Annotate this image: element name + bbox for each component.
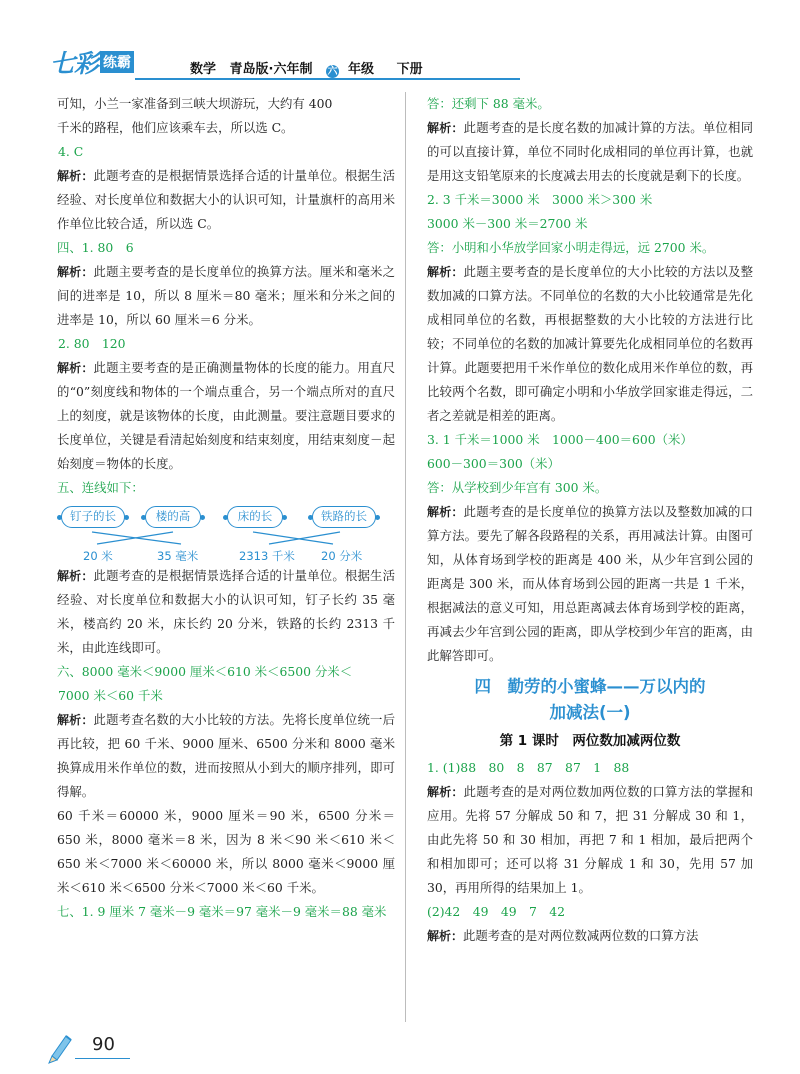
page-header xyxy=(40,40,480,84)
right-column xyxy=(427,92,753,948)
header-rule xyxy=(135,78,520,80)
match-unit-20m: 20 米 xyxy=(83,549,113,563)
match-unit-2313km: 2313 千米 xyxy=(239,549,295,563)
edition-label: 青岛版·六年制 xyxy=(229,62,313,77)
section-4-answer-2: 2. 80 120 xyxy=(58,336,126,351)
section-4-answer-1: 四、1. 80 6 xyxy=(57,240,134,255)
brand-logo: 七彩 练霸 xyxy=(50,44,134,80)
matching-diagram xyxy=(57,502,395,564)
volume-label: 下册 xyxy=(396,62,423,77)
answer-7-3-final: 答：从学校到少年宫有 300 米。 xyxy=(427,480,608,495)
match-item-railway: 铁路的长 xyxy=(312,506,376,528)
subject-label: 数学 xyxy=(190,62,217,77)
match-item-building: 楼的高 xyxy=(145,506,201,528)
match-unit-35mm: 35 毫米 xyxy=(157,549,199,563)
analysis-7-3: 解析：此题考查的是长度单位的换算方法以及整数加减的口算方法。要先了解各段路程的关系，再用减法计算。由图可知，从体育场到学校的距离是 400 米，从少年宫到公园的距离是 300 米，而从体育场到公园的距离一共是 1 千米，根据减法的意义可知，用总距离减去体育场到学校的距离，再减去少年宫到公园的距离，即从学校到少年宫的距离，由此解答即可。 xyxy=(427,504,753,663)
match-item-bed: 床的长 xyxy=(227,506,283,528)
analysis-7-1: 解析：此题考查的是长度名数的加减计算的方法。单位相同的可以直接计算，单位不同时化成相同的单位再计算，也就是用这支铅笔原来的长度减去用去的长度就是剩下的长度。 xyxy=(427,120,753,183)
calculation-6: 60 千米＝60000 米，9000 厘米＝90 米，6500 分米＝650 米，8000 毫米＝8 米，因为 8 米＜90 米＜610 米＜650 米＜7000 米＜60000 米，所以 8000 毫米＜9000 厘米＜610 米＜6500 分米＜7000 米＜60 千米。 xyxy=(57,808,395,895)
text-line: 可知，小兰一家准备到三峡大坝游玩，大约有 400 xyxy=(57,96,333,111)
section-7-answer-1: 七、1. 9 厘米 7 毫米－9 毫米＝97 毫米－9 毫米＝88 毫米 xyxy=(57,904,387,919)
analysis-4-1: 解析：此题主要考查的是长度单位的换算方法。厘米和毫米之间的进率是 10，所以 8 厘米＝80 毫米；厘米和分米之间的进率是 10，所以 60 厘米＝6 分米。 xyxy=(57,264,395,327)
section-5-heading: 五、连线如下： xyxy=(57,480,144,495)
lesson-analysis-1-1: 解析：此题考查的是对两位数加两位数的口算方法的掌握和应用。先将 57 分解成 50 和 7，把 31 分解成 30 和 1，由此先将 50 和 30 相加，再把 7 和 1 相加，最后把两个和相加即可；还可以将 31 分解成 1 和 30，先用 57 加 30，再用所得的结果加上 1。 xyxy=(427,784,753,895)
column-divider xyxy=(405,92,406,1022)
lesson-answer-1-2: (2)42 49 49 7 42 xyxy=(427,904,566,919)
lesson-title: 第 1 课时 两位数加减两位数 xyxy=(499,733,681,749)
lesson-answer-1-1: 1. (1)88 80 8 87 87 1 88 xyxy=(427,760,630,775)
book-title xyxy=(190,58,432,78)
grade-label: 六 年级 xyxy=(327,62,375,77)
answer-7-2-line2: 3000 米－300 米＝2700 米 xyxy=(427,216,588,231)
chapter-title-line2: 加减法(一) xyxy=(549,703,631,722)
answer-7-3-line1: 3. 1 千米＝1000 米 1000－400＝600（米） xyxy=(427,432,693,447)
pencil-icon xyxy=(44,1030,74,1064)
analysis-6: 解析：此题考查名数的大小比较的方法。先将长度单位统一后再比较，把 60 千米、9000 厘米、6500 分米和 8000 毫米换算成用米作单位的数，进而按照从小到大的顺序排列，即可得解。 xyxy=(57,712,395,799)
chapter-title-line1: 四 勤劳的小蜜蜂——万以内的 xyxy=(474,677,706,696)
answer-7-2-line1: 2. 3 千米＝3000 米 3000 米＞300 米 xyxy=(427,192,653,207)
match-item-nail: 钉子的长 xyxy=(61,506,125,528)
section-6-answer-line1: 六、8000 毫米＜9000 厘米＜610 米＜6500 分米＜ xyxy=(57,664,353,679)
footer-rule xyxy=(75,1058,130,1059)
answer-7-1: 答：还剩下 88 毫米。 xyxy=(427,96,550,111)
analysis-4: 解析：此题考查的是根据情景选择合适的计量单位。根据生活经验、对长度单位和数据大小的认识可知，计量旗杆的高用米作单位比较合适，所以选 C。 xyxy=(57,168,395,231)
analysis-4-2: 解析：此题主要考查的是正确测量物体的长度的能力。用直尺的“0”刻度线和物体的一个端点重合，另一个端点所对的直尺上的刻度，就是该物体的长度，由此测量。要注意题目要求的长度单位，关键是看清起始刻度和结束刻度，用结束刻度－起始刻度＝物体的长度。 xyxy=(57,360,395,471)
text-line: 千米的路程，他们应该乘车去，所以选 C。 xyxy=(57,120,294,135)
left-column xyxy=(57,92,395,924)
lesson-analysis-1-2: 解析：此题考查的是对两位数减两位数的口算方法 xyxy=(427,928,699,943)
answer-4: 4. C xyxy=(58,144,84,159)
analysis-7-2: 解析：此题主要考查的是长度单位的大小比较的方法以及整数加减的口算方法。不同单位的名数的大小比较通常是先化成相同单位的名数，再根据整数的大小比较的方法进行比较；不同单位的名数的加减计算要先化成相同单位的名数再计算。此题要把用千米作单位的数化成用米作单位的数，再比较两个名数，即可确定小明和小华放学回家谁走得远，二者之差就是相差的距离。 xyxy=(427,264,753,423)
match-unit-20dm: 20 分米 xyxy=(321,549,363,563)
grade-badge: 六 xyxy=(327,66,338,77)
analysis-5: 解析：此题考查的是根据情景选择合适的计量单位。根据生活经验、对长度单位和数据大小的认识可知，钉子长约 35 毫米，楼高约 20 米，床长约 20 分米，铁路的长约 2313 千米，由此连线即可。 xyxy=(57,568,395,655)
section-6-answer-line2: 7000 米＜60 千米 xyxy=(58,688,163,703)
answer-7-2-final: 答：小明和小华放学回家小明走得远，远 2700 米。 xyxy=(427,240,715,255)
answer-7-3-line2: 600－300＝300（米） xyxy=(427,456,560,471)
page-number: 90 xyxy=(92,1034,115,1055)
